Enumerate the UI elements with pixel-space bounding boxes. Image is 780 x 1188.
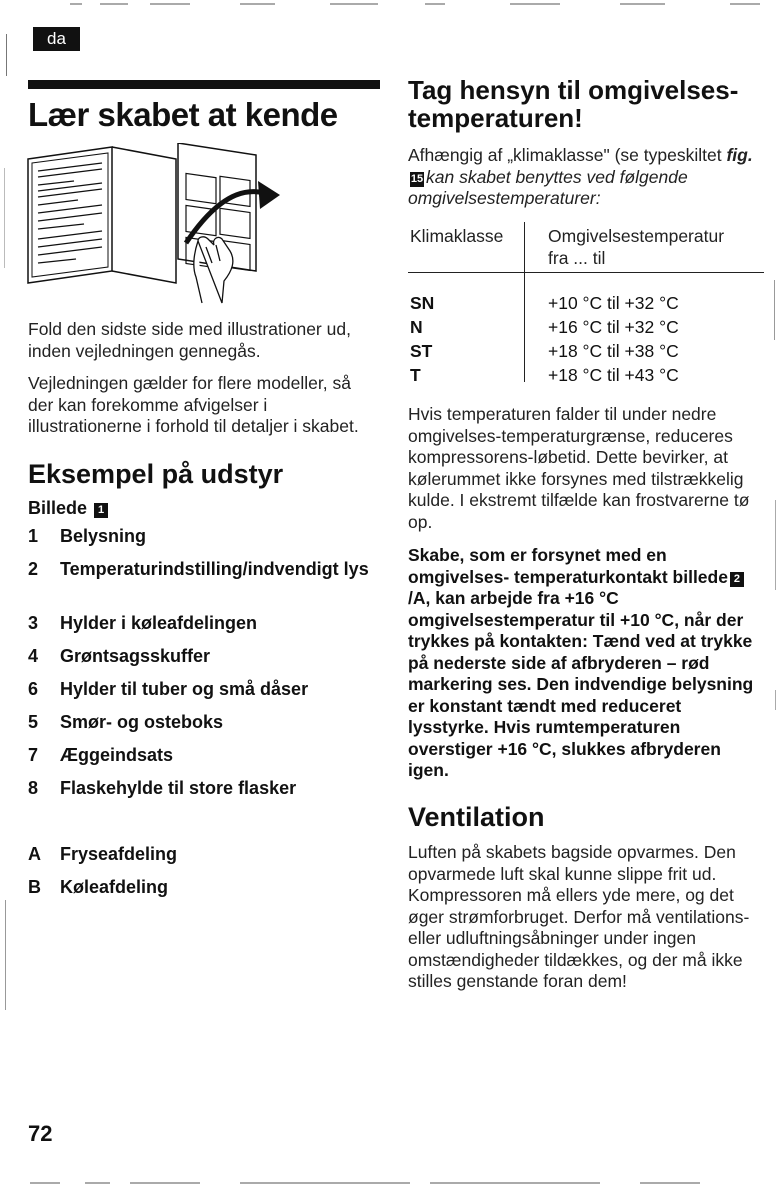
table-cell-range: +18 °C til +38 °C: [548, 341, 679, 361]
climate-intro: Afhængig af „klimaklasse" (se typeskiltet fig. 15 kan skabet benyttes ved følgende omgivelsestemperaturer:: [408, 145, 753, 208]
intro-paragraph: Fold den sidste side med illustrationer ud, inden vejledningen gennegås.: [28, 319, 351, 361]
figure-number-badge: 15: [410, 172, 424, 185]
language-badge: da: [33, 27, 80, 51]
table-cell-class: ST: [410, 341, 433, 361]
ventilation-paragraph: Luften på skabets bagside opvarmes. Den opvarmede luft skal kunne slippe frit ud. Kompressoren må ellers yde mere, og det øger strømforbruget. Derfor må ventilations- eller udluftningsåbninger under ingen omstændigheder tildækkes, og der må ikke stilles genstande foran dem!: [408, 842, 750, 991]
table-cell-range: +10 °C til +32 °C: [548, 293, 679, 313]
scan-top-marks: [0, 0, 780, 10]
table-cell-class: T: [410, 365, 421, 385]
table-header-class: Klimaklasse: [410, 226, 504, 246]
scan-edge-mark: [774, 280, 775, 340]
table-header-range: Omgivelsestemperatur fra ... til: [548, 226, 725, 268]
section-title-equipment: Eksempel på udstyr: [28, 459, 284, 489]
section-title-ventilation: Ventilation: [408, 802, 545, 832]
heading-rule: [28, 80, 380, 89]
figure-number-badge: 2: [730, 572, 744, 587]
table-cell-range: +18 °C til +43 °C: [548, 365, 679, 385]
manual-fold-out-illustration: [26, 143, 288, 305]
table-cell-class: SN: [410, 293, 435, 313]
scan-edge-mark: [5, 900, 6, 1010]
scan-bottom-marks: [0, 1178, 780, 1188]
scan-edge-mark: [775, 690, 776, 710]
low-temperature-paragraph: Hvis temperaturen falder til under nedre omgivelses-temperaturgrænse, reduceres kompressorens-løbetid. Dette bevirker, at kølerummet ikke forsynes med tilstrækkelig kulde. I ekstremt tilfælde kan frostvarerne tø op.: [408, 404, 750, 532]
scan-edge-mark: [4, 168, 5, 268]
table-column-divider: [524, 222, 525, 382]
section-title-ambient: Tag hensyn til omgivelses-temperaturen!: [408, 75, 739, 133]
scan-edge-mark: [6, 34, 7, 76]
figure-number-badge: 1: [94, 503, 108, 518]
table-cell-range: +16 °C til +32 °C: [548, 317, 679, 337]
models-note-paragraph: Vejledningen gælder for flere modeller, så der kan forekomme afvigelser i illustrationerne i forhold til detaljer i skabet.: [28, 373, 359, 436]
scan-edge-mark: [775, 500, 776, 590]
figure-label: Billede: [28, 498, 88, 518]
page-number: 72: [28, 1121, 53, 1146]
figure-reference: [28, 497, 110, 519]
table-header-divider: [408, 272, 764, 273]
page-title: Lær skabet at kende: [28, 96, 338, 133]
table-cell-class: N: [410, 317, 423, 337]
temperature-switch-paragraph: Skabe, som er forsynet med en omgivelses- temperaturkontakt billede 2/A, kan arbejde fra +16 °C omgivelsestemperatur til +10 °C, når der trykkes på kontakten: Tænd ved at trykke på nederste side af afbryderen – rød markering ses. Den indvendige belysning er konstant tændt med reduceret lysstyrke. Hvis rumtemperaturen overstiger +16 °C, slukkes afbryderen igen.: [408, 545, 754, 780]
